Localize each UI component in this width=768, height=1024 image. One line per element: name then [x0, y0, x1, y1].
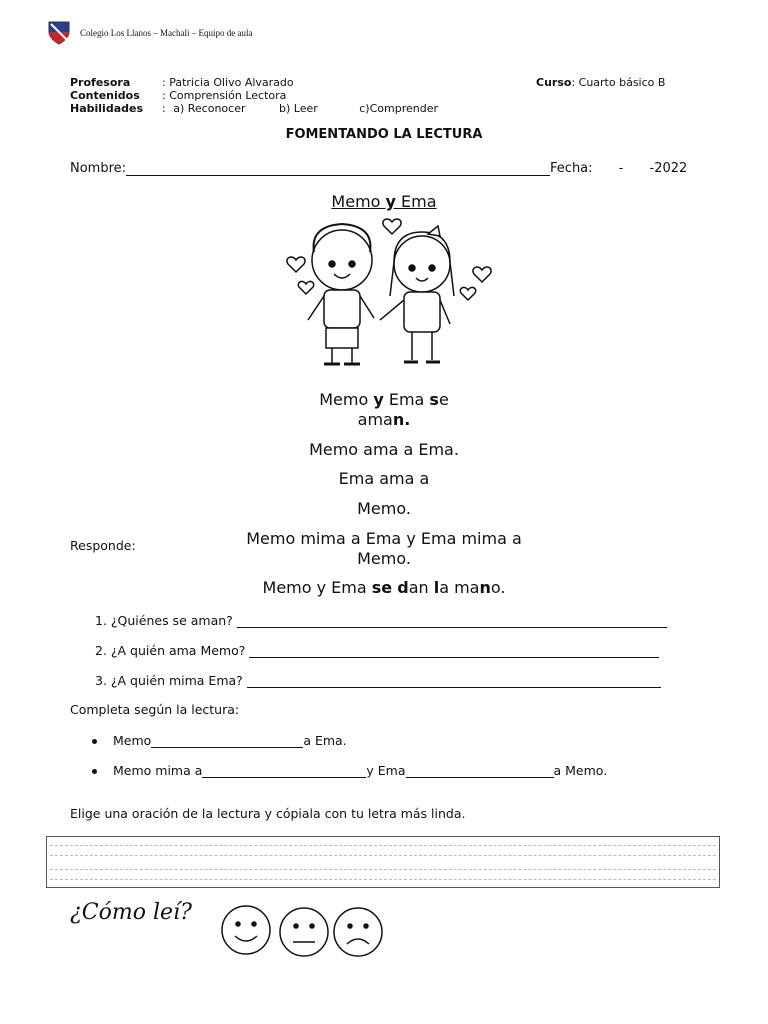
curso-label: Curso [536, 76, 572, 89]
habilidad-a: a) Reconocer [173, 102, 246, 115]
story-line-7: Memo. [357, 549, 411, 568]
story-line-4: Ema ama a [338, 469, 430, 488]
guide-line [50, 879, 716, 880]
neutral-face-icon[interactable] [278, 906, 330, 962]
nombre-fecha-row [70, 160, 687, 176]
habilidad-c: c)Comprender [359, 102, 438, 115]
guide-line [50, 845, 716, 846]
fecha-label: Fecha: [550, 161, 593, 176]
curso-value: : Cuarto básico B [571, 76, 666, 89]
answer-2-field[interactable] [249, 642, 659, 658]
nombre-field[interactable] [126, 160, 550, 176]
children-illustration [282, 212, 496, 378]
responde-label: Responde: [70, 538, 136, 553]
bullet-1-blank[interactable] [151, 732, 303, 748]
guide-line [50, 855, 716, 856]
sad-face-icon[interactable] [332, 906, 384, 962]
handwriting-box[interactable] [46, 836, 720, 888]
story-title: Memo y Ema [331, 192, 437, 211]
question-2: 2. ¿A quién ama Memo? [95, 642, 659, 658]
bullet-2: Memo mima a y Ema a Memo. [92, 762, 607, 778]
contenidos-value: : Comprensión Lectora [162, 89, 287, 102]
contenidos-label: Contenidos [70, 89, 140, 102]
story-line-3: Memo ama a Ema. [309, 440, 459, 459]
answer-1-field[interactable] [237, 612, 667, 628]
header-values [162, 76, 438, 115]
school-name: Colegio Los Llanos – Machali – Equipo de aula [80, 28, 253, 38]
bullet-1: Memo a Ema. [92, 732, 347, 748]
curso [536, 76, 665, 89]
question-3: 3. ¿A quién mima Ema? [95, 672, 661, 688]
bullet-2-blank-1[interactable] [202, 762, 366, 778]
bullet-dot [92, 769, 97, 774]
story-line-5: Memo. [357, 499, 411, 518]
story-line-6: Memo mima a Ema y Ema mima a [246, 529, 522, 548]
profesora-value: : Patricia Olivo Alvarado [162, 76, 294, 89]
profesora-label: Profesora [70, 76, 131, 89]
guide-line [50, 869, 716, 870]
fecha-year: -2022 [649, 161, 688, 176]
story-line-2: aman. [357, 410, 411, 429]
nombre-label: Nombre: [70, 161, 127, 176]
page-title: FOMENTANDO LA LECTURA [285, 127, 483, 142]
story-line-1: Memo y Ema se [319, 390, 449, 409]
bullet-dot [92, 739, 97, 744]
story-line-8: Memo y Ema se dan la mano. [262, 578, 506, 597]
question-1: 1. ¿Quiénes se aman? [95, 612, 667, 628]
header-labels [70, 76, 143, 115]
fecha-dash: - [618, 161, 624, 176]
habilidades-label: Habilidades [70, 102, 143, 115]
school-logo [47, 20, 71, 50]
elige-instruction: Elige una oración de la lectura y cópiala con tu letra más linda. [70, 806, 466, 821]
como-lei-label: ¿Cómo leí? [70, 900, 192, 925]
answer-3-field[interactable] [247, 672, 661, 688]
completa-label: Completa según la lectura: [70, 702, 240, 717]
habilidad-b: b) Leer [278, 102, 318, 115]
happy-face-icon[interactable] [220, 904, 272, 960]
bullet-2-blank-2[interactable] [406, 762, 554, 778]
habilidades-value: : a) Reconocer b) Leer c)Comprender [162, 102, 438, 115]
